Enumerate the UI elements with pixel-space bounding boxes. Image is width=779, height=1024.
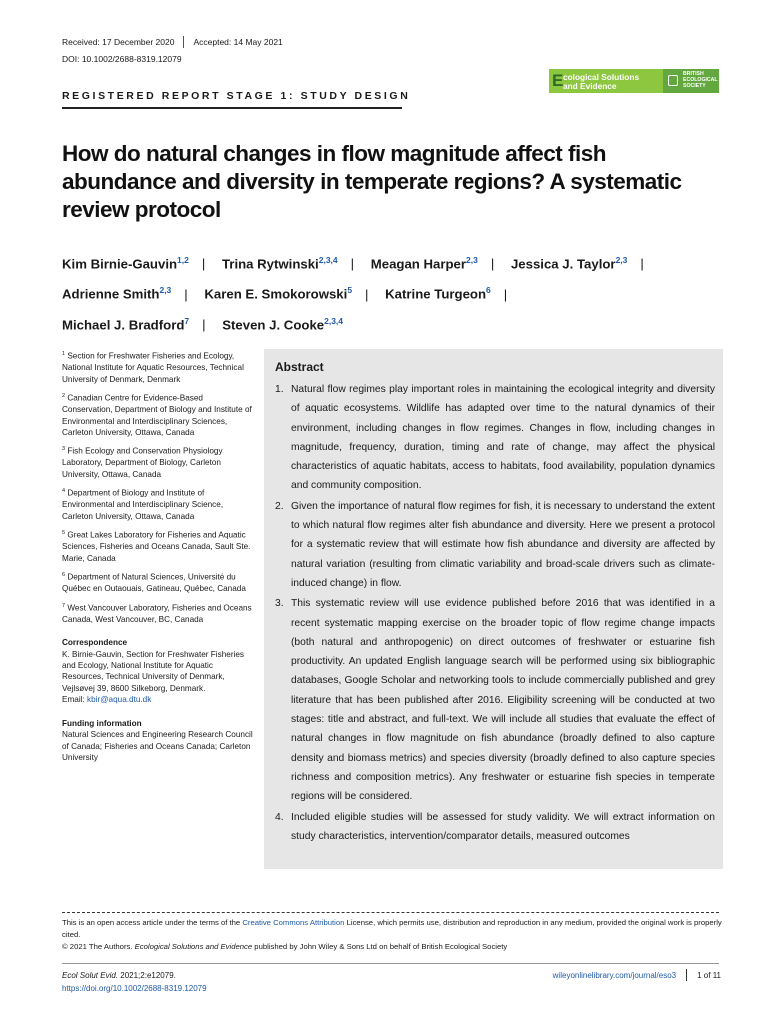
author-list: Kim Birnie-Gauvin$^{1,2}$ | Trina Rytwinski$^{2,3,4}$ | Meagan Harper$^{2,3}$ | Jessica J. Taylor$^{2,3}$ | Adrienne Smith$^{2,3}$ | Karen E. Smokorowski$^5$ | Katrine Turgeon$^6$ | Michael J. Bradford$^7$ | Steven J. Cooke$^{2,3,4}$ bbox=[62, 247, 722, 338]
author[interactable]: Steven J. Cooke$^{2,3,4}$ bbox=[222, 315, 344, 333]
copyright-text: © 2021 The Authors. Ecological Solutions and Evidence published by John Wiley & Sons Ltd on behalf of British Ecological Society bbox=[62, 941, 508, 951]
author[interactable]: Adrienne Smith$^{2,3}$ bbox=[62, 285, 172, 302]
author[interactable]: Kim Birnie-Gauvin$^{1,2}$ bbox=[62, 255, 189, 272]
license-notice bbox=[62, 917, 722, 952]
correspondence-email: Email: kbir@aqua.dtu.dk bbox=[62, 695, 152, 705]
society-logo bbox=[663, 69, 719, 93]
doi-link[interactable]: https://doi.org/10.1002/2688-8319.12079 bbox=[62, 984, 207, 993]
abstract-item: 3. This systematic review will use evidence published before 2016 that was identified in a recent systematic mapping exercise on the broader topic of flow regime change impacts (both natural and anthropogenic) on direct outcomes of freshwater or estuarine fish productivity. An updated English language search will be performed using six bibliographic databases, Google Scholar and networking tools to include commercially published and grey literature that has been published after 2016. Eligibility screening will be conducted at two stages: title and abstract, and full-text. We will include all studies that evaluate the effect of natural changes in flow magnitude on fish abundance (broadly defined to also capture density and biomass metrics) and species diversity (broadly defined to also capture species richness and composition metrics). Any freshwater or estuarine fish species in temperate regions will be considered. bbox=[275, 598, 715, 803]
abstract-heading: Abstract bbox=[275, 360, 324, 374]
author[interactable]: Michael J. Bradford$^7$ bbox=[62, 315, 190, 333]
society-logo-line: BRITISH bbox=[683, 71, 704, 77]
footer-rule bbox=[62, 963, 719, 964]
author[interactable]: Karen E. Smokorowski$^5$ bbox=[204, 285, 353, 302]
affiliation: $^3$ Fish Ecology and Conservation Physiology Laboratory, Department of Biology, Carleton University, Ottawa, Canada bbox=[62, 446, 223, 479]
journal-logo[interactable] bbox=[549, 69, 719, 93]
correspondence-heading: Correspondence bbox=[62, 638, 128, 648]
author[interactable]: Meagan Harper$^{2,3}$ bbox=[370, 255, 478, 272]
article-dates bbox=[62, 36, 283, 48]
email-link[interactable]: kbir@aqua.dtu.dk bbox=[87, 695, 152, 705]
society-logo-icon bbox=[668, 75, 678, 86]
funding-heading: Funding information bbox=[62, 718, 142, 728]
divider bbox=[183, 36, 184, 48]
correspondence-text: K. Birnie-Gauvin, Section for Freshwater Fisheries and Ecology, National Institute for Aquatic Resources, Technical University of Denmark, Vejlsøvej 39, 8600 Silkeborg, Denmark. bbox=[62, 649, 245, 693]
author[interactable]: Katrine Turgeon$^6$ bbox=[385, 285, 491, 302]
affiliation: $^7$ West Vancouver Laboratory, Fisheries and Oceans Canada, West Vancouver, BC, Canada bbox=[62, 602, 252, 624]
journal-logo-line1: cological Solutions bbox=[563, 72, 640, 82]
society-logo-line: SOCIETY bbox=[683, 82, 706, 89]
affiliation: $^5$ Great Lakes Laboratory for Fisheries and Aquatic Sciences, Fisheries and Oceans Canada, Sault Ste. Marie, Canada bbox=[62, 530, 251, 563]
journal-logo-letter: E bbox=[552, 71, 564, 90]
article-type: REGISTERED REPORT STAGE 1: STUDY DESIGN bbox=[62, 90, 411, 102]
journal-logo-line2: and Evidence bbox=[563, 80, 617, 91]
abstract-list bbox=[275, 380, 715, 847]
affiliation: $^2$ Canadian Centre for Evidence-Based Conservation, Department of Biology and Institute of Environmental and Interdisciplinary Sciences, Carleton University, Ottawa, Canada bbox=[62, 392, 252, 437]
citation-journal: Ecol Solut Evid. bbox=[62, 971, 119, 980]
journal-site-link[interactable]: wileyonlinelibrary.com/journal/eso3 bbox=[552, 970, 677, 980]
article-title: How do natural changes in flow magnitude affect fish abundance and diversity in temperate regions? A systematic review protocol bbox=[62, 141, 682, 222]
accepted-date: Accepted: 14 May 2021 bbox=[193, 37, 283, 47]
abstract-item: 2. Given the importance of natural flow regimes for fish, it is necessary to understand the extent to which natural flow regimes alter fish abundance and diversity. Here we present a protocol for a systematic review that will estimate how fish abundance and diversity are affected by natural variation (resulting from climatic variability and broad-scale drivers such as climate-induced change) in flow. bbox=[275, 500, 715, 589]
license-link[interactable]: Creative Commons Attribution bbox=[242, 918, 345, 927]
abstract-box bbox=[264, 349, 723, 869]
license-text: This is an open access article under the terms of the Creative Commons Attribution License, which permits use, distribution and reproduction in any medium, provided the original work is properly cited. bbox=[62, 918, 722, 939]
divider bbox=[686, 969, 687, 981]
citation: Ecol Solut Evid. 2021;2:e12079. https://doi.org/10.1002/2688-8319.12079 bbox=[62, 971, 207, 993]
author[interactable]: Jessica J. Taylor$^{2,3}$ bbox=[510, 255, 628, 272]
footnote-rule bbox=[62, 912, 719, 913]
affiliations-column bbox=[62, 349, 254, 763]
society-logo-line: ECOLOGICAL bbox=[683, 76, 718, 83]
page-info bbox=[553, 969, 721, 981]
journal-logo-main bbox=[549, 69, 663, 93]
affiliation: $^4$ Department of Biology and Institute of Environmental and Interdisciplinary Science, Carleton University, Ottawa, Canada bbox=[62, 488, 224, 521]
abstract-item: 4. Included eligible studies will be assessed for study validity. We will extract information on study characteristics, intervention/comparator details, measured outcomes bbox=[275, 811, 715, 842]
affiliation: $^1$ Section for Freshwater Fisheries and Ecology, National Institute for Aquatic Resources, Technical University of Denmark, Denmark bbox=[62, 351, 244, 384]
author[interactable]: Trina Rytwinski$^{2,3,4}$ bbox=[221, 255, 338, 272]
doi[interactable]: DOI: 10.1002/2688-8319.12079 bbox=[62, 54, 182, 64]
page-number: 1 of 11 bbox=[697, 970, 721, 980]
article-type-rule bbox=[62, 107, 402, 109]
abstract-item: 1. Natural flow regimes play important roles in maintaining the ecological integrity and diversity of aquatic ecosystems. Wildlife has adapted over time to the natural dynamics of their environment, including changes in flow regimes. Changes in flow, including changes in magnitude, frequency, duration, timing and rate of change, may affect the physical characteristics of aquatic habitats, access to habitats, food availability, population dynamics and community composition. bbox=[275, 384, 715, 492]
funding-text: Natural Sciences and Engineering Research Council of Canada; Fisheries and Oceans Canada; Carleton University bbox=[62, 730, 253, 762]
received-date: Received: 17 December 2020 bbox=[62, 37, 175, 47]
affiliation: $^6$ Department of Natural Sciences, Université du Québec en Outaouais, Gatineau, Québec, Canada bbox=[62, 572, 246, 594]
